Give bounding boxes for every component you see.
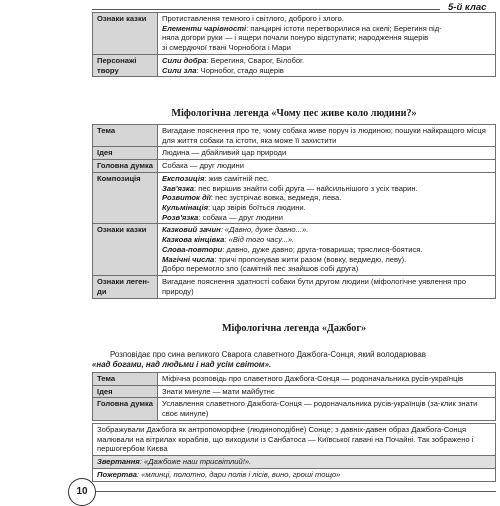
text-line [162, 193, 491, 203]
row-content [158, 13, 496, 55]
row-label: Ідея [93, 385, 158, 398]
page-number: 10 [68, 478, 96, 506]
text-line [162, 174, 491, 184]
header-rule [92, 9, 440, 10]
table-row [93, 224, 496, 276]
section-title: Міфологічна легенда «Дажбог» [221, 323, 367, 334]
table-row [93, 125, 496, 147]
term-value: : «Давно, дуже давно...». [220, 225, 309, 235]
tale-features-table [92, 12, 496, 77]
term-value: : тричі пропонував жити разом (вовку, ведмедю, леву). [214, 254, 407, 264]
intro-paragraph [92, 350, 496, 371]
row-content: Знати минуле — мати майбутнє [158, 385, 496, 398]
table-row [93, 398, 496, 420]
term: Сили добра [162, 55, 207, 65]
table-row [93, 373, 496, 386]
term: Розв'язка [162, 212, 199, 222]
text-line [162, 213, 491, 223]
term: Зав'язка [162, 183, 195, 193]
term: Елементи чарівності [162, 23, 247, 33]
dazhbog-notes [92, 423, 496, 482]
row-label: Ознаки казки [93, 13, 158, 55]
term-value: : панцирні істоти перетворилися на скелі; Берегиня під- [246, 23, 442, 33]
offering-box [92, 469, 496, 482]
term: Розвиток дії [162, 193, 211, 203]
row-content [158, 54, 496, 76]
row-label: Ідея [93, 147, 158, 160]
text-line: няла догори руки — і ящери почали понуро відступати; народження ящерів [162, 33, 429, 43]
table-row [93, 13, 496, 55]
text-line: Добро перемогло зло (самітній пес знайшов собі друга) [162, 264, 359, 274]
table-row [93, 172, 496, 224]
row-content: Вигадане пояснення здатності собаки бути другом людини (міфологічне уявлення про природу) [158, 276, 496, 298]
term-value: : «Від того часу...». [224, 235, 295, 245]
row-label: Ознаки казки [93, 224, 158, 276]
row-label: Ознаки леген-ди [93, 276, 158, 298]
table-row [93, 160, 496, 173]
term: Казкова кінцівка [162, 235, 225, 245]
table-row [93, 54, 496, 76]
footer-rule [92, 491, 496, 492]
text-line [162, 66, 491, 76]
text-line [162, 235, 491, 245]
text-line [162, 24, 491, 34]
table-row [93, 276, 496, 298]
row-content [158, 172, 496, 224]
row-content [158, 224, 496, 276]
row-content: Міфічна розповідь про славетного Дажбога-Сонця — родоначальника русів-українців [158, 373, 496, 386]
intro-line: Розповідає про сина великого Сварога славетного Дажбога-Сонця, який володарював [110, 350, 426, 359]
term-value: : «млинці, полотно, дари полів і лісів, вино, гроші тощо» [136, 469, 341, 479]
term: Казковий зачин [162, 225, 221, 235]
row-label: Тема [93, 125, 158, 147]
term: Магічні числа [162, 254, 215, 264]
text-line: Протиставлення темного і світлого, доброго і злого. [162, 14, 344, 23]
term: Пожертва [97, 469, 137, 479]
text-line [162, 245, 491, 255]
legend-dog-table [92, 124, 496, 299]
row-content: Собака — друг людини [158, 160, 496, 173]
text-line [162, 203, 491, 213]
term-value: : цар звірів боїться людини. [208, 203, 306, 213]
row-label: Тема [93, 373, 158, 386]
term-value: : Чорнобог, стадо ящерів [196, 65, 284, 75]
text-line: зі смердючої твані Чорнобога і Мари [162, 43, 291, 53]
intro-quote: «над богами, над людьми і над усім світом». [92, 360, 272, 370]
row-label: Головна думка [93, 398, 158, 420]
text-line [162, 255, 491, 265]
term-value: : пес зустрічає вовка, ведмедя, лева. [210, 193, 342, 203]
text-line [162, 225, 491, 235]
table-row [93, 385, 496, 398]
row-label: Головна думка [93, 160, 158, 173]
row-content: Вигадане пояснення про те, чому собака живе поруч із людиною; пошуки найкращого місця для життя собаки та істоти, яка може її захистити [158, 125, 496, 147]
address-box [92, 456, 496, 469]
row-content: Уславлення славетного Дажбога-Сонця — родоначальника русів-українців (за-клик знати своє минуле) [158, 398, 496, 420]
legend-dazhbog-table [92, 372, 496, 421]
term: Сили зла [162, 65, 197, 75]
grade-label: 5-й клас [448, 2, 487, 13]
table-row [93, 147, 496, 160]
term: Звертання [97, 457, 140, 467]
section-title: Міфологічна легенда «Чому пес живе коло людини?» [171, 108, 417, 119]
term-value: : «Дажбоже наш трисвітлий!». [139, 457, 252, 467]
row-content: Людина — дбайливий цар природи [158, 147, 496, 160]
row-label: Персонажі твору [93, 54, 158, 76]
term: Кульмінація [162, 203, 209, 213]
term-value: : жив самітній пес. [204, 173, 269, 183]
term: Слова-повтори [162, 244, 223, 254]
text-line [162, 56, 491, 66]
term-value: : пес вирішив знайти собі друга — найсильнішого з усіх тварин. [194, 183, 418, 193]
row-label: Композиція [93, 172, 158, 224]
term: Експозиція [162, 173, 205, 183]
term-value: : собака — друг людини [198, 212, 283, 222]
term-value: : Берегиня, Сварог, Білобог. [206, 55, 305, 65]
description-box: Зображували Дажбога як антропоморфне (людиноподібне) Сонце; з давніх-давен образ Дажбога-Сонця малювали на вітрилах кораблів, що виходили із Санбатоса — Київської гавані на Почайні. Так зображено і першогербом Києва [92, 423, 496, 456]
text-line [162, 184, 491, 194]
term-value: : давно, дуже давно; друга-товариша; тряслися-боятися. [222, 244, 423, 254]
